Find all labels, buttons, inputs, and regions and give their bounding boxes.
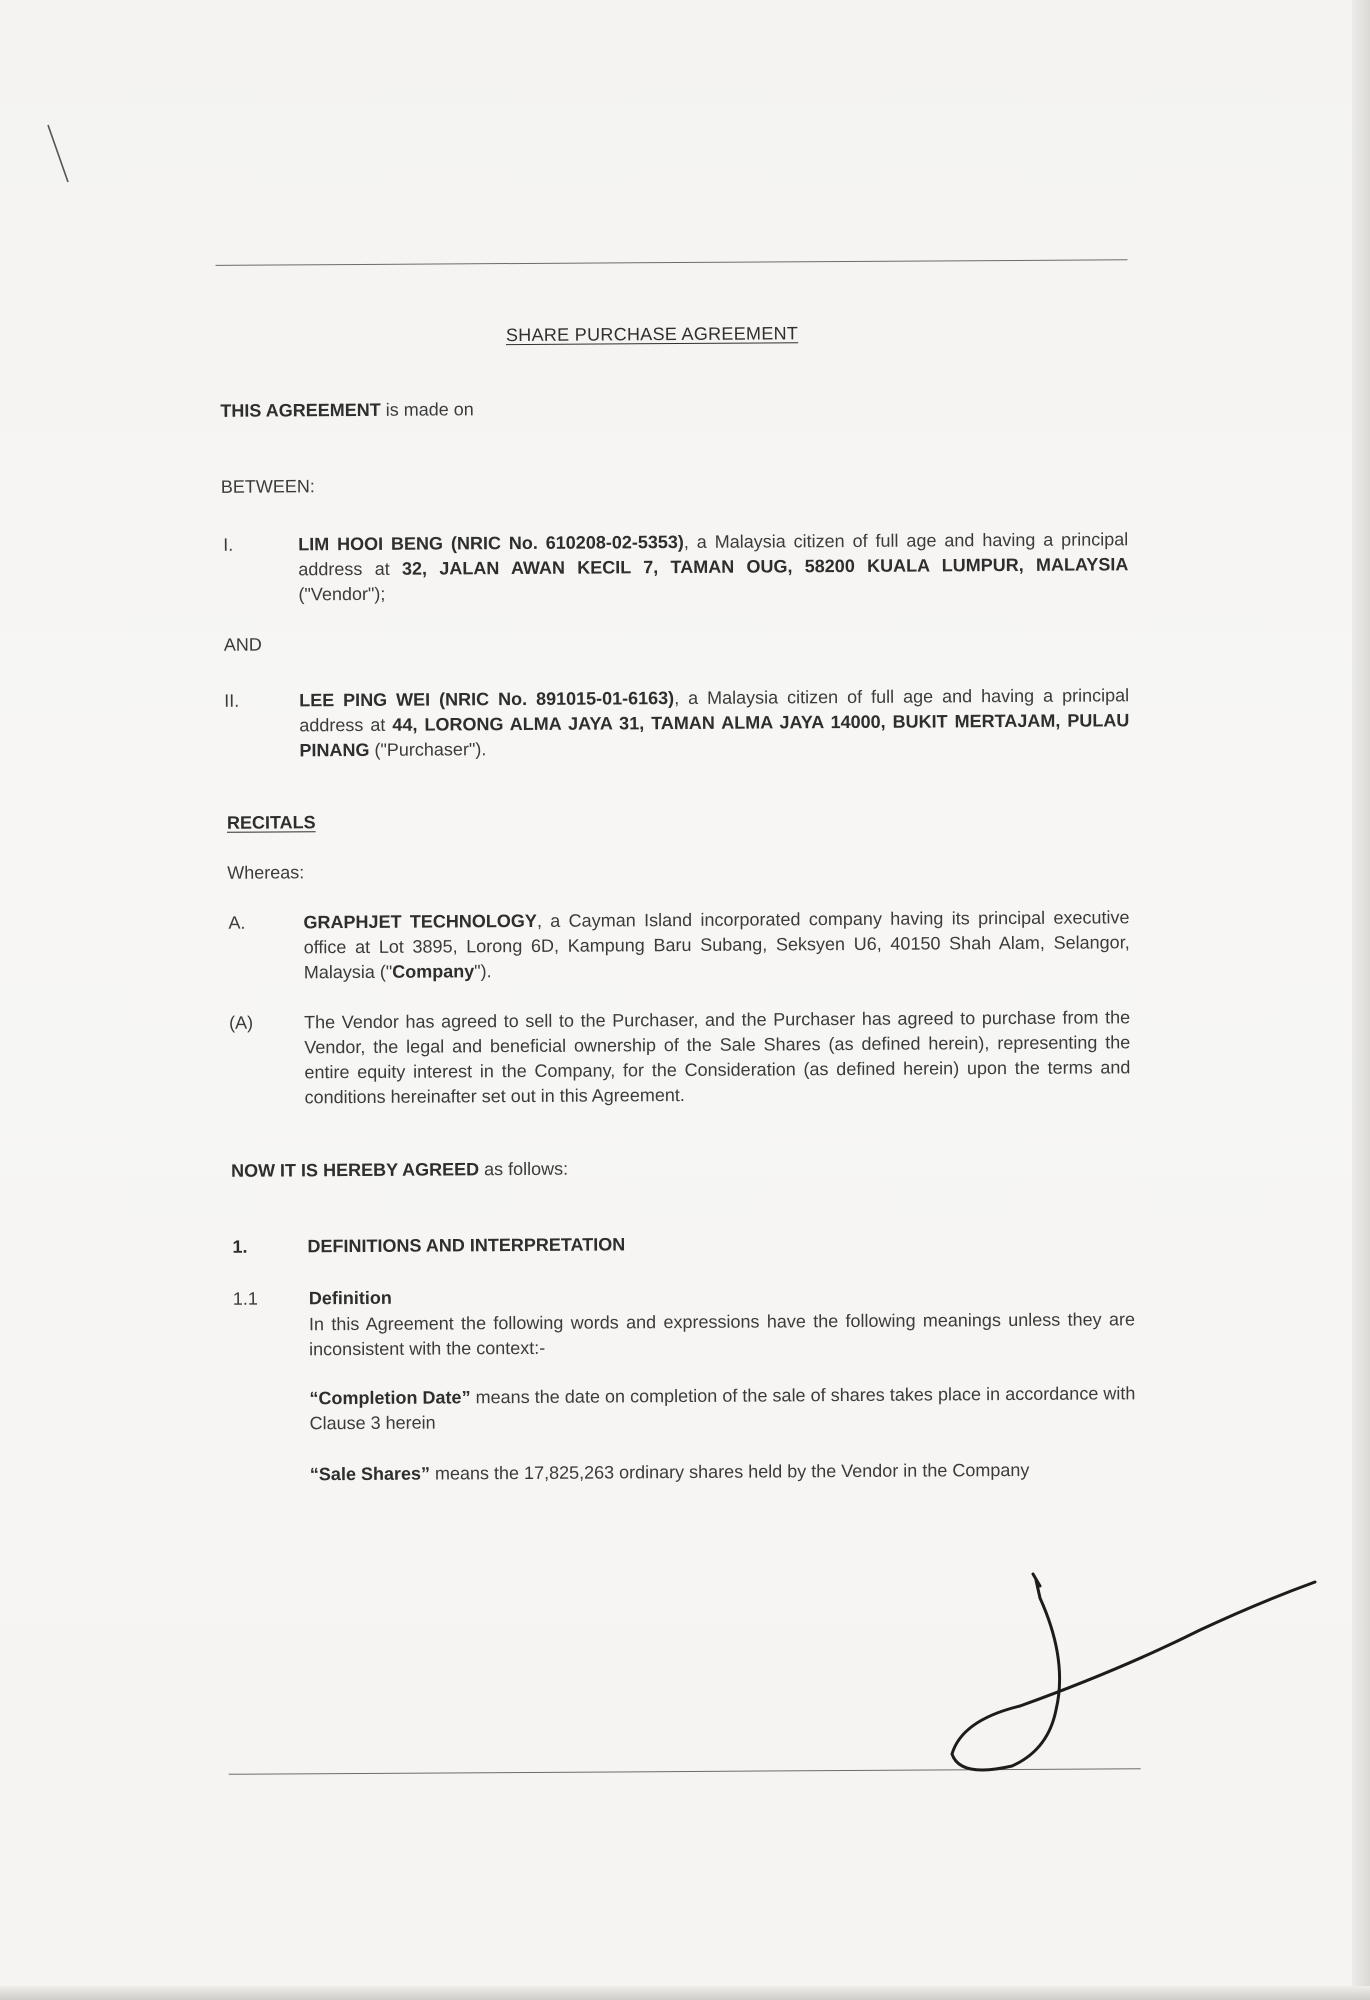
recital-text-end: ").	[474, 961, 492, 982]
agreed-line	[231, 1157, 568, 1184]
document-title: SHARE PURCHASE AGREEMENT	[505, 323, 799, 346]
subsection-number: 1.1	[232, 1288, 258, 1309]
definition-sale-shares	[310, 1457, 1136, 1487]
definition-term: “Completion Date”	[309, 1387, 471, 1409]
and-label: AND	[223, 634, 262, 655]
party-role: ("Vendor");	[298, 583, 386, 605]
recital-number: A.	[228, 912, 246, 933]
party-role: ("Purchaser").	[369, 739, 487, 760]
definition-meaning: means the 17,825,263 ordinary shares held by the Vendor in the Company	[429, 1459, 1030, 1484]
party-name: LEE PING WEI (NRIC No. 891015-01-6163)	[299, 688, 675, 711]
subsection-intro: In this Agreement the following words and expressions have the following meanings unless they are inconsistent with the context:-	[308, 1309, 1136, 1360]
intro-line	[220, 397, 474, 424]
recital-sale: The Vendor has agreed to sell to the Purchaser, and the Purchaser has agreed to purchase from the Vendor, the legal and beneficial ownership of the Sale Shares (as defined herein), representing the entire equity interest in the Company, for the Consideration (as defined herein) upon the terms and conditions hereinafter set out in this Agreement.	[304, 1007, 1131, 1108]
intro-rest: is made on	[380, 399, 474, 420]
subsection-heading: Definition	[308, 1287, 392, 1309]
definition-term: “Sale Shares”	[309, 1463, 431, 1485]
agreed-bold: NOW IT IS HEREBY AGREED	[230, 1159, 480, 1181]
between-label: BETWEEN:	[220, 476, 315, 497]
recital-number: (A)	[229, 1012, 254, 1033]
party-number: I.	[223, 534, 234, 555]
signature-icon	[900, 1540, 1320, 1800]
intro-bold: THIS AGREEMENT	[220, 399, 381, 421]
definition-meaning: means the date on completion of the sale of shares takes place in accordance with Clause 3 herein	[309, 1383, 1136, 1434]
party-number: II.	[224, 690, 240, 711]
section-heading: DEFINITIONS AND INTERPRETATION	[307, 1234, 626, 1257]
top-rule	[216, 259, 1128, 266]
recitals-heading: RECITALS	[226, 812, 316, 833]
whereas-label: Whereas:	[227, 862, 305, 883]
recital-company	[303, 905, 1129, 985]
company-defined-term: Company	[392, 961, 475, 982]
party-name: LIM HOOI BENG (NRIC No. 610208-02-5353)	[298, 531, 684, 555]
party-vendor	[298, 527, 1128, 607]
agreed-rest: as follows:	[479, 1158, 569, 1180]
party-purchaser	[299, 683, 1129, 763]
party-address: 44, LORONG ALMA JAYA 31, TAMAN ALMA JAYA 14000, BUKIT MERTAJAM, PULAU PINANG	[299, 710, 1130, 761]
definition-completion-date	[309, 1381, 1135, 1436]
party-text: , a Malaysia citizen of full age and having a principal address at	[298, 529, 1129, 580]
recital-text: , a Cayman Island incorporated company having its principal executive office at Lot 3895, Lorong 6D, Kampung Baru Subang, Seksyen U6, 40150 Shah Alam, Selangor, Malaysia ("	[303, 907, 1130, 983]
company-name: GRAPHJET TECHNOLOGY	[303, 910, 537, 933]
section-number: 1.	[232, 1236, 248, 1257]
party-address: 32, JALAN AWAN KECIL 7, TAMAN OUG, 58200 KUALA LUMPUR, MALAYSIA	[401, 554, 1129, 579]
party-text: , a Malaysia citizen of full age and having a principal address at	[299, 685, 1130, 736]
